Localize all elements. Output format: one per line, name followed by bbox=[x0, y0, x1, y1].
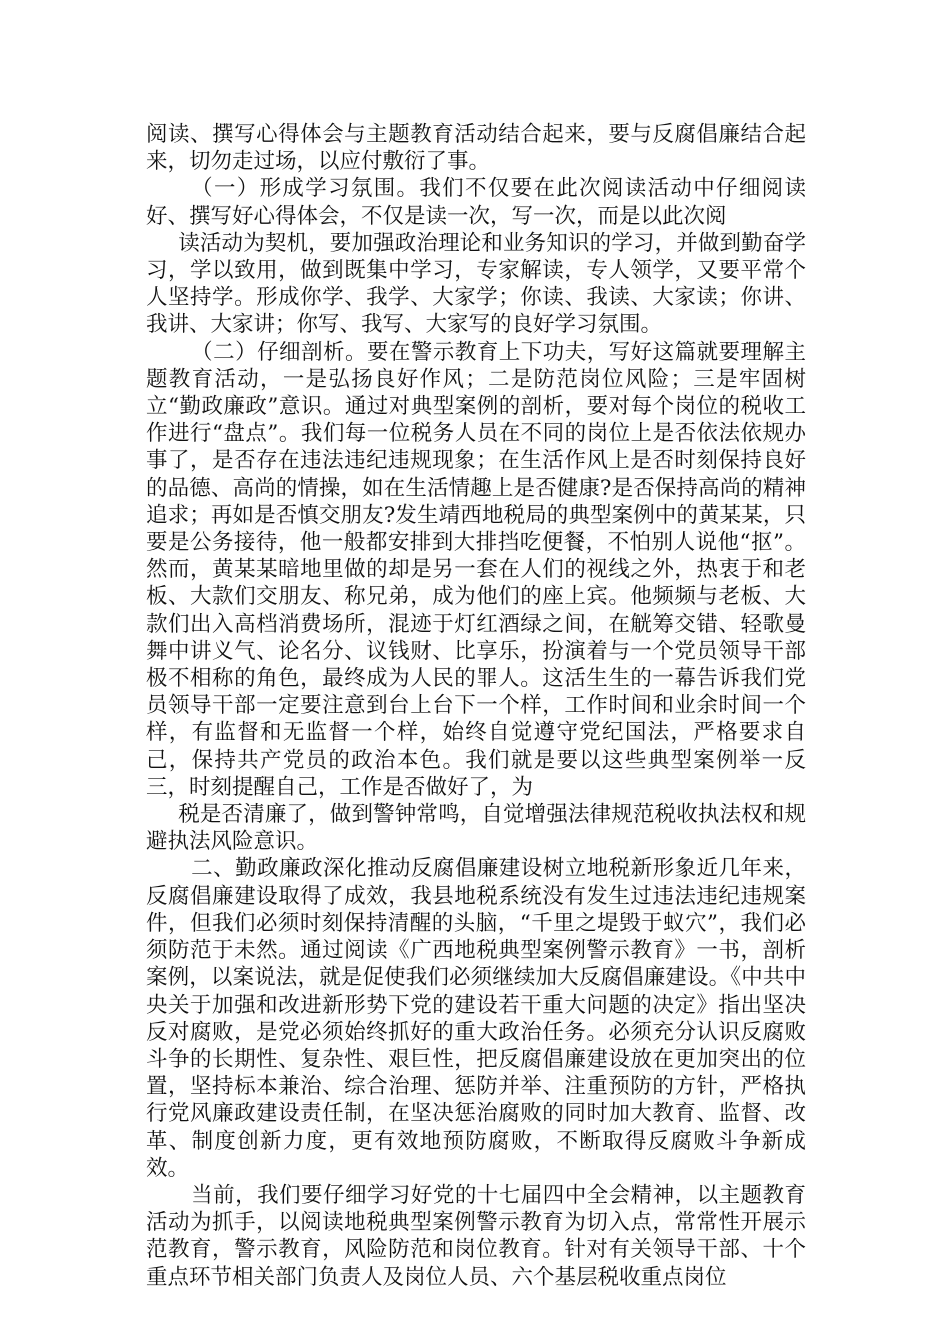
paragraph-1: 阅读、撰写心得体会与主题教育活动结合起来，要与反腐倡廉结合起来，切勿走过场，以应付敷衍了事。 bbox=[146, 122, 806, 175]
paragraph-2: （一）形成学习氛围。我们不仅要在此次阅读活动中仔细阅读好、撰写好心得体会，不仅是读一次，写一次，而是以此次阅 bbox=[146, 176, 806, 229]
paragraph-3: 读活动为契机，要加强政治理论和业务知识的学习，并做到勤奋学习，学以致用，做到既集中学习，专家解读，专人领学，又要平常个人坚持学。形成你学、我学、大家学；你读、我读、大家读；你讲、我讲、大家讲；你写、我写、大家写的良好学习氛围。 bbox=[146, 230, 806, 338]
paragraph-4: （二）仔细剖析。要在警示教育上下功夫，写好这篇就要理解主题教育活动，一是弘扬良好作风；二是防范岗位风险；三是牢固树立“勤政廉政”意识。通过对典型案例的剖析，要对每个岗位的税收工作进行“盘点”。我们每一位税务人员在不同的岗位上是否依法依规办事了，是否存在违法违纪违规现象；在生活作风上是否时刻保持良好的品德、高尚的情操，如在生活情趣上是否健康?是否保持高尚的精神追求；再如是否慎交朋友?发生靖西地税局的典型案例中的黄某某，只要是公务接待，他一般都安排到大排挡吃便餐，不怕别人说他“抠”。然而，黄某某暗地里做的却是另一套在人们的视线之外，热衷于和老板、大款们交朋友、称兄弟，成为他们的座上宾。他频频与老板、大款们出入高档消费场所，混迹于灯红酒绿之间，在觥筹交错、轻歌曼舞中讲义气、论名分、议钱财、比享乐，扮演着与一个党员领导干部极不相称的角色，最终成为人民的罪人。这活生生的一幕告诉我们党员领导干部一定要注意到台上台下一个样，工作时间和业余时间一个样，有监督和无监督一个样，始终自觉遵守党纪国法，严格要求自己，保持共产党员的政治本色。我们就是要以这些典型案例举一反三，时刻提醒自己，工作是否做好了，为 bbox=[146, 339, 806, 800]
paragraph-6: 二、勤政廉政深化推动反腐倡廉建设树立地税新形象近几年来，反腐倡廉建设取得了成效，我县地税系统没有发生过违法违纪违规案件，但我们必须时刻保持清醒的头脑，“千里之堤毁于蚁穴”，我们必须防范于未然。通过阅读《广西地税典型案例警示教育》一书，剖析案例，以案说法，就是促使我们必须继续加大反腐倡廉建设。《中共中央关于加强和改进新形势下党的建设若干重大问题的决定》指出坚决反对腐败，是党必须始终抓好的重大政治任务。必须充分认识反腐败斗争的长期性、复杂性、艰巨性，把反腐倡廉建设放在更加突出的位置，坚持标本兼治、综合治理、惩防并举、注重预防的方针，严格执行党风廉政建设责任制，在坚决惩治腐败的同时加大教育、监督、改革、制度创新力度，更有效地预防腐败，不断取得反腐败斗争新成效。 bbox=[146, 856, 806, 1181]
document-body bbox=[146, 121, 806, 1291]
paragraph-5: 税是否清廉了，做到警钟常鸣，自觉增强法律规范税收执法权和规避执法风险意识。 bbox=[146, 802, 806, 855]
paragraph-7: 当前，我们要仔细学习好党的十七届四中全会精神，以主题教育活动为抓手，以阅读地税典型案例警示教育为切入点，常常性开展示范教育，警示教育，风险防范和岗位教育。针对有关领导干部、十个重点环节相关部门负责人及岗位人员、六个基层税收重点岗位 bbox=[146, 1182, 806, 1290]
